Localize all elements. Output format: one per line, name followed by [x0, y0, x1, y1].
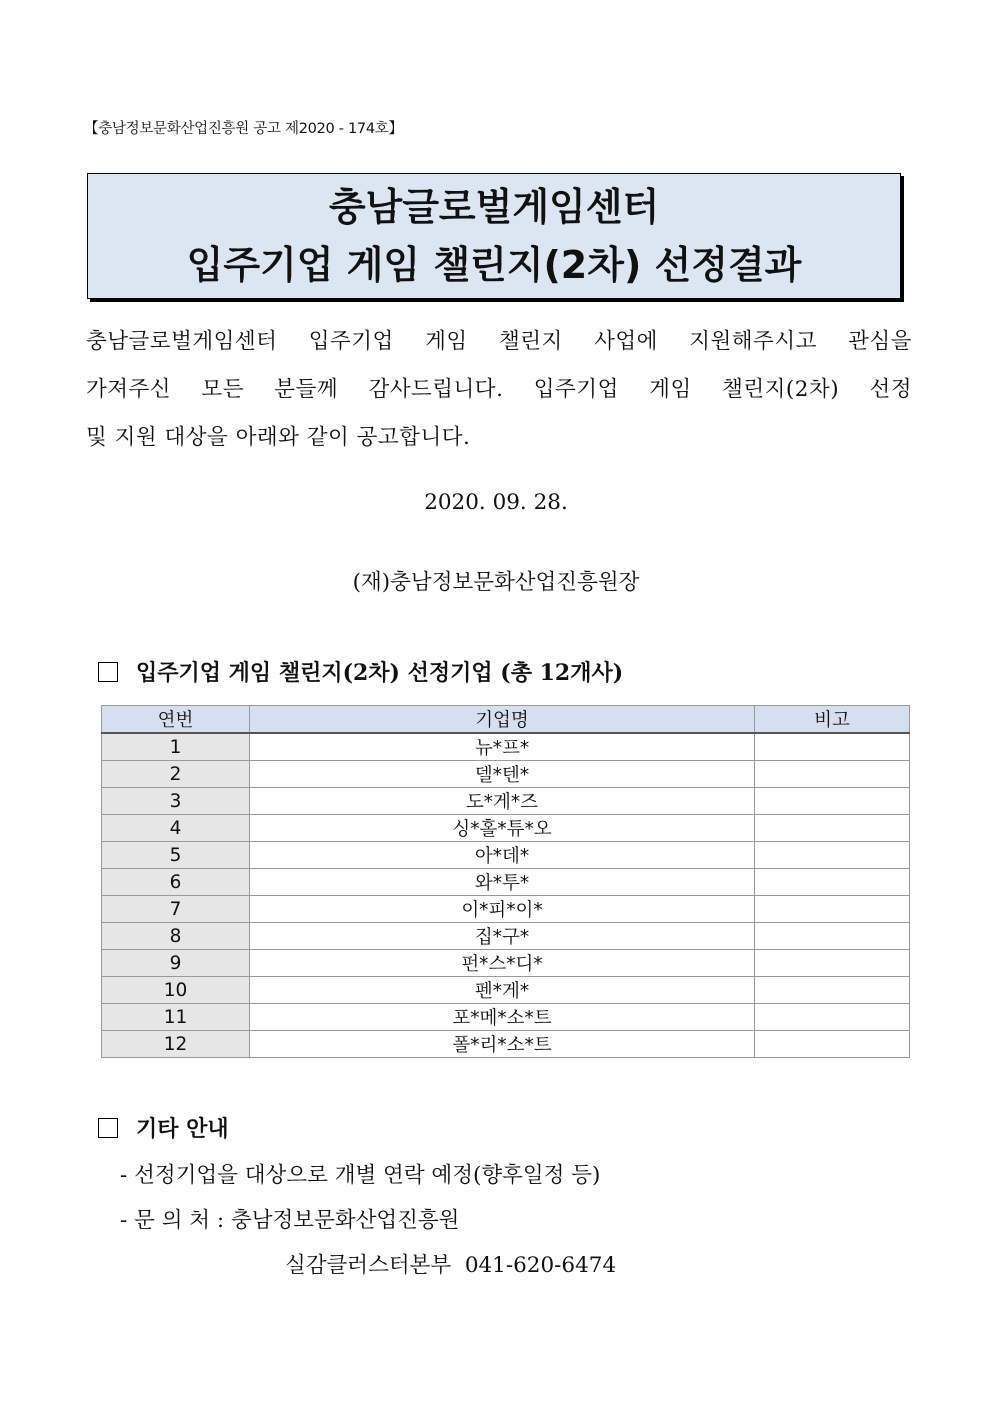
company-name: 펀*스*디*: [250, 950, 755, 977]
row-note: [755, 815, 910, 842]
section-title: 기타 안내: [136, 1116, 229, 1142]
company-name: 이*피*이*: [250, 896, 755, 923]
row-no: 5: [102, 842, 250, 869]
company-name: 포*메*소*트: [250, 1004, 755, 1031]
row-no: 10: [102, 977, 250, 1004]
row-no: 4: [102, 815, 250, 842]
title-line-2: 입주기업 게임 챌린지(2차) 선정결과: [186, 243, 802, 287]
company-name: 싱*홀*튜*오: [250, 815, 755, 842]
row-note: [755, 923, 910, 950]
section-title: 입주기업 게임 챌린지(2차) 선정기업 (총 12개사): [136, 660, 624, 686]
intro-line-1: 충남글로벌게임센터 입주기업 게임 챌린지 사업에 지원해주시고 관심을: [86, 329, 912, 354]
company-name: 와*투*: [250, 869, 755, 896]
company-name: 폴*리*소*트: [250, 1031, 755, 1058]
table-row: [102, 761, 910, 788]
row-note: [755, 761, 910, 788]
company-name: 델*텐*: [250, 761, 755, 788]
table-row: [102, 788, 910, 815]
intro-line-2: 가져주신 모든 분들께 감사드립니다. 입주기업 게임 챌린지(2차) 선정: [86, 377, 912, 402]
title-line-1: 충남글로벌게임센터: [328, 185, 660, 229]
table-row: [102, 977, 910, 1004]
company-name: 아*데*: [250, 842, 755, 869]
intro-paragraph: [86, 318, 912, 462]
col-header-no: 연번: [102, 706, 250, 734]
section-selected-companies: [98, 656, 623, 687]
row-no: 11: [102, 1004, 250, 1031]
row-no: 8: [102, 923, 250, 950]
row-note: [755, 1031, 910, 1058]
col-header-company: 기업명: [250, 706, 755, 734]
row-no: 9: [102, 950, 250, 977]
row-note: [755, 869, 910, 896]
intro-line-3: 및 지원 대상을 아래와 같이 공고합니다.: [86, 425, 471, 450]
notice-number: 【충남정보문화산업진흥원 공고 제2020 - 174호】: [84, 121, 403, 137]
company-name: 집*구*: [250, 923, 755, 950]
row-note: [755, 977, 910, 1004]
row-no: 1: [102, 733, 250, 761]
company-name: 펜*게*: [250, 977, 755, 1004]
table-row: [102, 733, 910, 761]
issuer: (재)충남정보문화산업진흥원장: [352, 570, 640, 595]
checkbox-square-icon: [98, 662, 118, 682]
selected-companies-table: [101, 705, 910, 1058]
row-note: [755, 733, 910, 761]
table-row: [102, 842, 910, 869]
table-row: [102, 1031, 910, 1058]
table-row: [102, 869, 910, 896]
row-no: 12: [102, 1031, 250, 1058]
table-row: [102, 950, 910, 977]
table-row: [102, 815, 910, 842]
info-item-department-phone: 실감클러스터본부 041-620-6474: [285, 1253, 617, 1278]
table-row: [102, 1004, 910, 1031]
row-no: 2: [102, 761, 250, 788]
section-other-info: [98, 1112, 229, 1143]
row-note: [755, 788, 910, 815]
row-note: [755, 896, 910, 923]
row-no: 3: [102, 788, 250, 815]
row-note: [755, 950, 910, 977]
row-note: [755, 842, 910, 869]
row-note: [755, 1004, 910, 1031]
table-row: [102, 896, 910, 923]
company-name: 뉴*프*: [250, 733, 755, 761]
checkbox-square-icon: [98, 1118, 118, 1138]
row-no: 6: [102, 869, 250, 896]
table-row: [102, 923, 910, 950]
col-header-note: 비고: [755, 706, 910, 734]
title-box: [87, 173, 901, 299]
announcement-date: 2020. 09. 28.: [424, 490, 568, 515]
table-header-row: [102, 706, 910, 734]
row-no: 7: [102, 896, 250, 923]
info-item-contact-plan: - 선정기업을 대상으로 개별 연락 예정(향후일정 등): [120, 1163, 601, 1188]
company-name: 도*게*즈: [250, 788, 755, 815]
info-item-inquiry: - 문 의 처 : 충남정보문화산업진흥원: [120, 1208, 460, 1233]
